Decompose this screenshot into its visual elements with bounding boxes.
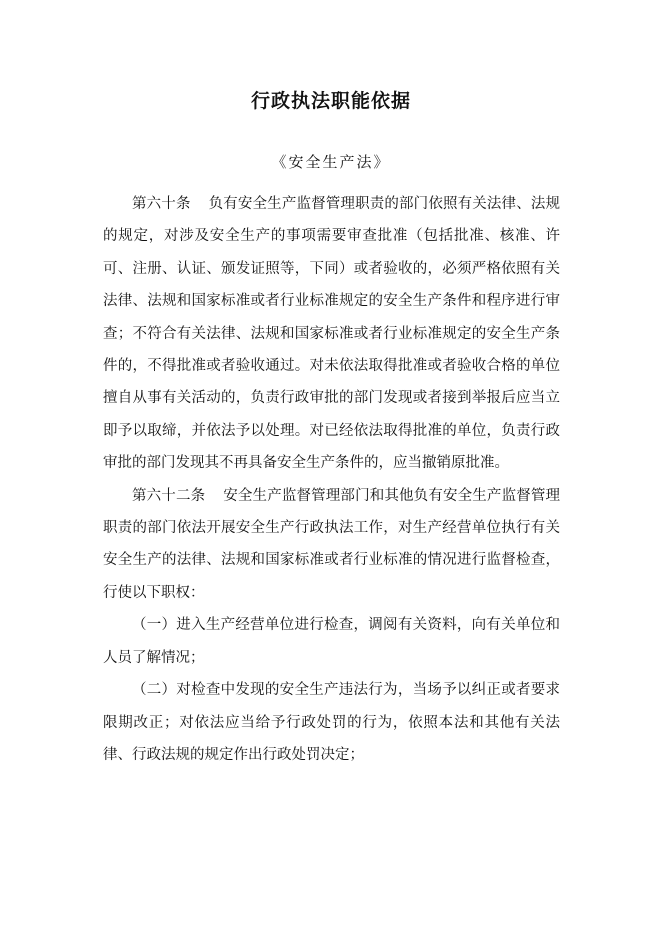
article-number: 第六十条 (132, 196, 191, 212)
article-paragraph (103, 188, 560, 480)
list-item-paragraph (103, 609, 560, 674)
article-text: 负有安全生产监督管理职责的部门依照有关法律、法规的规定，对涉及安全生产的事项需要审查批准（包括批准、核准、许可、注册、认证、颁发证照等，下同）或者验收的，必须严格依照有关法律、法规和国家标准或者行业标准规定的安全生产条件和程序进行审查；不符合有关法律、法规和国家标准或者行业标准规定的安全生产条件的，不得批准或者验收通过。对未依法取得批准或者验收合格的单位擅自从事有关活动的，负责行政审批的部门发现或者接到举报后应当立即予以取缔，并依法予以处理。对已经依法取得批准的单位，负责行政审批的部门发现其不再具备安全生产条件的，应当撤销原批准。 (103, 196, 560, 472)
law-name-heading: 《安全生产法》 (271, 153, 391, 171)
list-item-text: （二）对检查中发现的安全生产违法行为，当场予以纠正或者要求限期改正；对依法应当给予行政处罚的行为，依照本法和其他有关法律、行政法规的规定作出行政处罚决定； (103, 682, 560, 763)
article-text: 安全生产监督管理部门和其他负有安全生产监督管理职责的部门依法开展安全生产行政执法工作，对生产经营单位执行有关安全生产的法律、法规和国家标准或者行业标准的情况进行监督检查，行使以下职权： (103, 487, 561, 601)
article-paragraph (103, 480, 560, 610)
list-item-paragraph (103, 674, 560, 771)
list-item-text: （一）进入生产经营单位进行检查，调阅有关资料，向有关单位和人员了解情况； (103, 617, 560, 666)
document-body (103, 188, 560, 771)
article-number: 第六十二条 (132, 487, 206, 504)
document-title: 行政执法职能依据 (250, 90, 411, 112)
